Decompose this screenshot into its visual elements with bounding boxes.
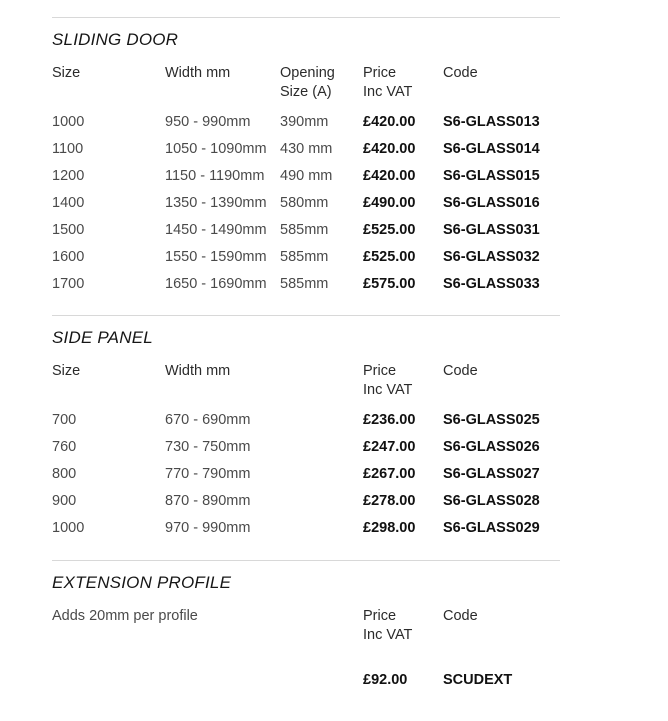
cell-width: 870 - 890mm [165, 493, 251, 509]
cell-price: £278.00 [363, 493, 416, 509]
cell-size: 1000 [52, 114, 85, 130]
cell-code: S6-GLASS033 [443, 276, 540, 292]
column-header-opening-size: Opening [280, 65, 335, 81]
table-row [0, 113, 668, 140]
cell-code: S6-GLASS014 [443, 141, 540, 157]
cell-width: 1350 - 1390mm [165, 195, 267, 211]
cell-width: 1450 - 1490mm [165, 222, 267, 238]
cell-opening: 585mm [280, 276, 329, 292]
cell-code: SCUDEXT [443, 672, 513, 688]
table-row [0, 140, 668, 167]
cell-width: 670 - 690mm [165, 412, 251, 428]
table-row [0, 167, 668, 194]
cell-size: 900 [52, 493, 77, 509]
cell-code: S6-GLASS029 [443, 520, 540, 536]
divider-middle [52, 315, 560, 316]
cell-size: 1200 [52, 168, 85, 184]
cell-price: £92.00 [363, 672, 408, 688]
cell-size: 700 [52, 412, 77, 428]
column-header-size: Size [52, 363, 81, 379]
table-header-row [0, 362, 668, 398]
table-row [0, 465, 668, 492]
cell-width: 1050 - 1090mm [165, 141, 267, 157]
table-row [0, 438, 668, 465]
cell-size: 1100 [52, 141, 84, 157]
header-spacer [0, 628, 668, 671]
cell-width: 970 - 990mm [165, 520, 251, 536]
cell-code: S6-GLASS013 [443, 114, 540, 130]
column-header-price: Price [363, 608, 397, 624]
cell-code: S6-GLASS032 [443, 249, 540, 265]
column-header-opening-size-sub: Size (A) [280, 84, 332, 100]
table-side-panel [0, 362, 668, 546]
cell-price: £247.00 [363, 439, 416, 455]
cell-opening: 585mm [280, 249, 329, 265]
table-row [0, 492, 668, 519]
cell-opening: 580mm [280, 195, 329, 211]
cell-price: £236.00 [363, 412, 416, 428]
column-header-size: Size [52, 65, 81, 81]
column-header-width: Width mm [165, 363, 231, 379]
cell-code: S6-GLASS016 [443, 195, 540, 211]
column-header-width: Width mm [165, 65, 231, 81]
cell-price: £575.00 [363, 276, 416, 292]
column-header-code: Code [443, 65, 478, 81]
column-header-code: Code [443, 363, 478, 379]
table-row [0, 248, 668, 275]
table-row [0, 194, 668, 221]
cell-price: £490.00 [363, 195, 416, 211]
cell-opening: 430 mm [280, 141, 333, 157]
section-title-extension-profile: EXTENSION PROFILE [52, 573, 232, 592]
cell-opening: 490 mm [280, 168, 333, 184]
cell-code: S6-GLASS025 [443, 412, 540, 428]
table-row [0, 221, 668, 248]
column-header-price-sub: Inc VAT [363, 84, 413, 100]
table-sliding-door [0, 64, 668, 302]
column-header-code: Code [443, 608, 478, 624]
cell-code: S6-GLASS026 [443, 439, 540, 455]
cell-width: 950 - 990mm [165, 114, 251, 130]
table-row [0, 275, 668, 302]
section-title-sliding-door: SLIDING DOOR [52, 30, 179, 49]
cell-opening: 585mm [280, 222, 329, 238]
divider-bottom [52, 560, 560, 561]
table-row [0, 671, 668, 698]
cell-price: £267.00 [363, 466, 416, 482]
column-header-price: Price [363, 65, 397, 81]
cell-width: 770 - 790mm [165, 466, 251, 482]
cell-code: S6-GLASS027 [443, 466, 540, 482]
cell-size: 1600 [52, 249, 85, 265]
column-header-price: Price [363, 363, 397, 379]
cell-price: £525.00 [363, 249, 416, 265]
cell-width: 730 - 750mm [165, 439, 251, 455]
cell-width: 1550 - 1590mm [165, 249, 267, 265]
cell-code: S6-GLASS028 [443, 493, 540, 509]
cell-price: £420.00 [363, 114, 416, 130]
divider-top [52, 17, 560, 18]
cell-size: 1700 [52, 276, 85, 292]
cell-code: S6-GLASS015 [443, 168, 540, 184]
column-header-price-sub: Inc VAT [363, 382, 413, 398]
column-header-price-sub: Inc VAT [363, 627, 413, 643]
cell-size: 1400 [52, 195, 85, 211]
section-title-side-panel: SIDE PANEL [52, 328, 153, 347]
table-header-row [0, 64, 668, 100]
cell-width: 1650 - 1690mm [165, 276, 267, 292]
cell-opening: 390mm [280, 114, 329, 130]
header-spacer [0, 383, 668, 411]
cell-price: £420.00 [363, 168, 416, 184]
cell-size: 760 [52, 439, 77, 455]
cell-size: 1500 [52, 222, 85, 238]
cell-code: S6-GLASS031 [443, 222, 540, 238]
table-row [0, 411, 668, 438]
cell-price: £525.00 [363, 222, 416, 238]
table-extension-profile [0, 607, 668, 698]
cell-price: £420.00 [363, 141, 416, 157]
cell-price: £298.00 [363, 520, 416, 536]
cell-size: 800 [52, 466, 77, 482]
extension-note: Adds 20mm per profile [52, 608, 198, 624]
table-header-row [0, 607, 668, 643]
cell-width: 1150 - 1190mm [165, 168, 265, 184]
cell-size: 1000 [52, 520, 85, 536]
table-row [0, 519, 668, 546]
header-spacer [0, 85, 668, 113]
